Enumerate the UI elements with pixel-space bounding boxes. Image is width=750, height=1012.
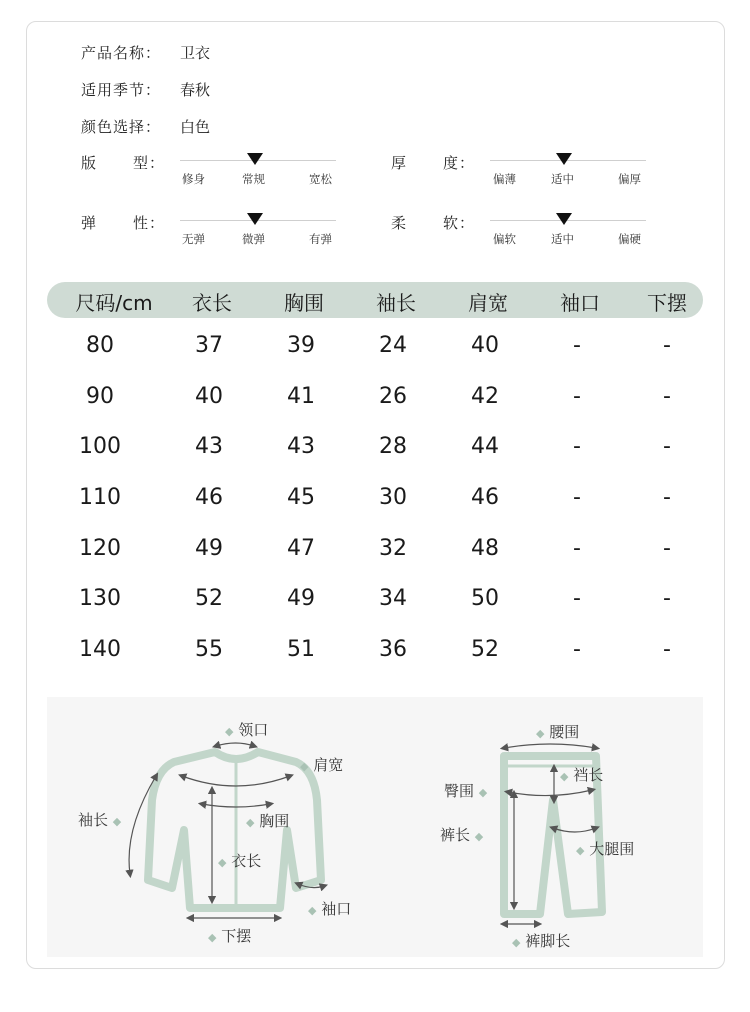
thickness-option: 偏厚	[618, 172, 641, 186]
table-cell: 43	[195, 434, 223, 459]
table-cell: 40	[195, 384, 223, 409]
table-cell: 47	[287, 536, 315, 561]
fit-option: 常规	[242, 172, 265, 186]
color-label: 颜色选择：	[81, 118, 162, 136]
label-waist: ◆ 腰围	[536, 723, 580, 741]
label-thigh: ◆ 大腿围	[576, 840, 635, 858]
color-value: 白色	[180, 118, 211, 136]
table-cell: 37	[195, 333, 223, 358]
fit-option: 修身	[182, 172, 205, 186]
table-cell: -	[663, 485, 671, 510]
label-shoulder: ◆ 肩宽	[300, 756, 344, 774]
label-length: ◆ 衣长	[218, 852, 262, 870]
table-cell: -	[573, 434, 581, 459]
thickness-option: 偏薄	[493, 172, 516, 186]
season-label: 适用季节：	[81, 81, 162, 99]
elasticity-option: 有弹	[309, 232, 332, 246]
label-sleeve: 袖长 ◆	[78, 811, 122, 829]
table-cell: -	[573, 586, 581, 611]
header-size: 尺码/cm	[75, 291, 153, 315]
table-cell: 26	[379, 384, 407, 409]
table-cell: 52	[471, 637, 499, 662]
season-value: 春秋	[180, 81, 211, 99]
table-cell: 36	[379, 637, 407, 662]
table-cell: 51	[287, 637, 315, 662]
fit-option: 宽松	[309, 172, 332, 186]
fit-label: 版 型：	[81, 154, 166, 172]
thickness-option: 适中	[551, 172, 574, 186]
softness-option: 偏软	[493, 232, 516, 246]
table-cell: 39	[287, 333, 315, 358]
elasticity-label: 弹 性：	[81, 214, 166, 232]
label-cuff: ◆ 袖口	[308, 900, 352, 918]
table-cell: 32	[379, 536, 407, 561]
table-cell: 52	[195, 586, 223, 611]
table-cell: -	[573, 333, 581, 358]
table-cell: 140	[79, 637, 121, 662]
elasticity-option: 无弹	[182, 232, 205, 246]
table-cell: 40	[471, 333, 499, 358]
table-cell: -	[663, 536, 671, 561]
softness-option: 适中	[551, 232, 574, 246]
table-cell: 30	[379, 485, 407, 510]
header-sleeve: 袖长	[376, 291, 416, 315]
table-cell: 46	[195, 485, 223, 510]
header-shoulder: 肩宽	[468, 291, 508, 315]
table-cell: -	[663, 333, 671, 358]
table-cell: -	[663, 434, 671, 459]
product-name-value: 卫衣	[180, 44, 211, 62]
softness-option: 偏硬	[618, 232, 641, 246]
table-cell: 80	[86, 333, 114, 358]
table-cell: -	[663, 637, 671, 662]
label-leg-opening: ◆ 裤脚长	[512, 932, 571, 950]
label-hip: 臀围 ◆	[444, 782, 488, 800]
label-hem: ◆ 下摆	[208, 927, 252, 945]
table-cell: -	[573, 637, 581, 662]
table-cell: 100	[79, 434, 121, 459]
header-length: 衣长	[192, 291, 232, 315]
table-cell: 46	[471, 485, 499, 510]
thickness-label: 厚 度：	[391, 154, 476, 172]
table-cell: 24	[379, 333, 407, 358]
table-cell: 110	[79, 485, 121, 510]
table-cell: 41	[287, 384, 315, 409]
table-cell: 43	[287, 434, 315, 459]
table-cell: 44	[471, 434, 499, 459]
label-collar: ◆ 领口	[225, 721, 269, 739]
table-cell: 42	[471, 384, 499, 409]
table-cell: -	[663, 586, 671, 611]
table-cell: 49	[287, 586, 315, 611]
header-chest: 胸围	[284, 291, 324, 315]
table-cell: 34	[379, 586, 407, 611]
table-cell: 48	[471, 536, 499, 561]
elasticity-option: 微弹	[242, 232, 265, 246]
table-cell: 130	[79, 586, 121, 611]
table-cell: 55	[195, 637, 223, 662]
table-cell: 49	[195, 536, 223, 561]
table-cell: -	[573, 536, 581, 561]
table-cell: 120	[79, 536, 121, 561]
table-cell: 50	[471, 586, 499, 611]
softness-label: 柔 软：	[391, 214, 476, 232]
header-cuff: 袖口	[560, 291, 600, 315]
table-cell: -	[573, 485, 581, 510]
label-rise: ◆ 裆长	[560, 766, 604, 784]
header-hem: 下摆	[647, 291, 687, 315]
label-pant-length: 裤长 ◆	[440, 826, 484, 844]
table-cell: -	[573, 384, 581, 409]
table-cell: -	[663, 384, 671, 409]
table-cell: 45	[287, 485, 315, 510]
label-chest: ◆ 胸围	[246, 812, 290, 830]
table-cell: 90	[86, 384, 114, 409]
product-name-label: 产品名称：	[81, 44, 162, 62]
table-cell: 28	[379, 434, 407, 459]
